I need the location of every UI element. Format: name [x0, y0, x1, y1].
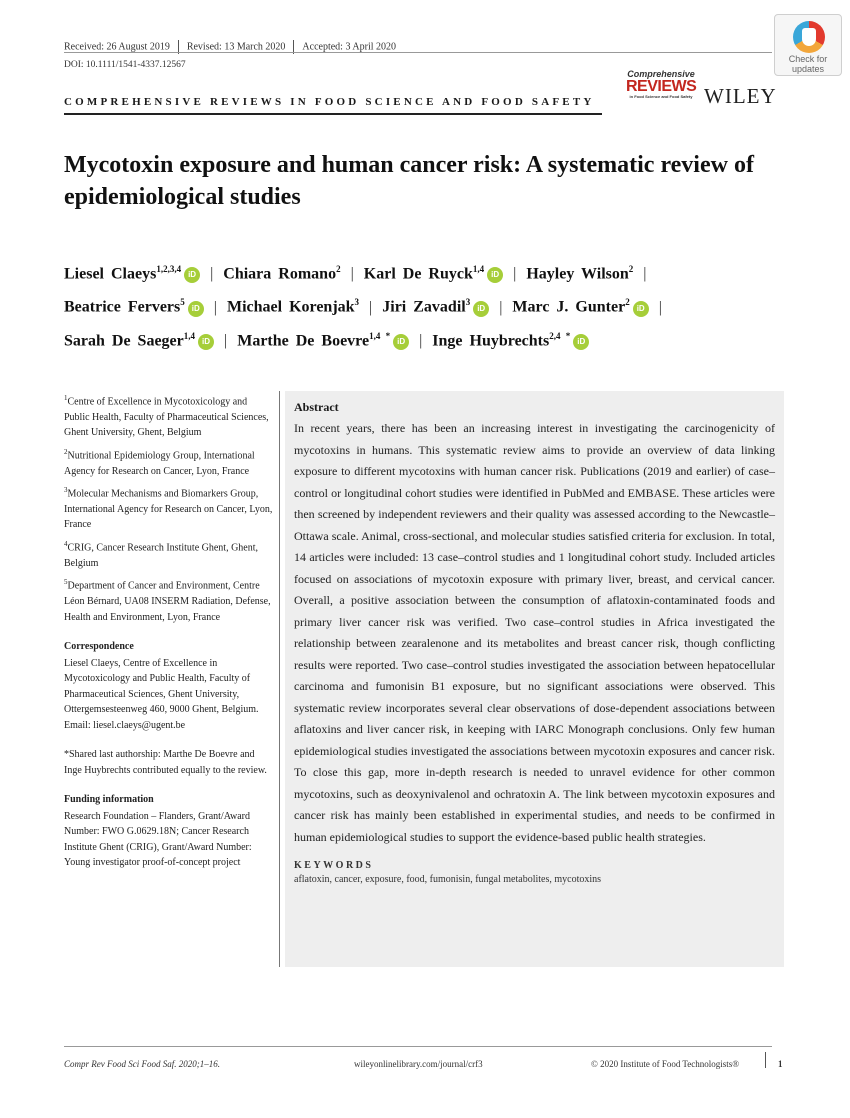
- author-separator: |: [499, 298, 503, 316]
- author-separator: |: [350, 265, 354, 283]
- affiliation-text: CRIG, Cancer Research Institute Ghent, Ghent, Belgium: [64, 542, 259, 569]
- keywords-heading: KEYWORDS: [294, 860, 374, 871]
- author: Marthe De Boevre: [237, 331, 370, 349]
- footer-rule: [64, 1046, 772, 1047]
- orcid-icon[interactable]: iD: [188, 301, 204, 317]
- affiliation-number: 2: [64, 447, 68, 456]
- orcid-icon[interactable]: iD: [198, 334, 214, 350]
- author-affiliation-marker: 3: [465, 297, 471, 308]
- journal-url[interactable]: wileyonlinelibrary.com/journal/crf3: [354, 1059, 483, 1069]
- affiliation-text: Centre of Excellence in Mycotoxicology and Public Health, Faculty of Pharmaceutical Sciences, Ghent University, Ghent, Belgium: [64, 396, 269, 439]
- author-affiliation-marker: 2,4 *: [549, 330, 571, 341]
- abstract-text: In recent years, there has been an increasing interest in investigating the carcinogenicity of mycotoxins in humans. This systematic review aims to provide an overview of data linking exposure to different mycotoxins with human cancer risk. Publications (2019 and earlier) of case–control or longitudinal cohort studies were identified in PubMed and EMBASE. These articles were then screened by independent reviewers and their quality was assessed according to the Newcastle–Ottawa scale. Animal, cross-sectional, and molecular studies satisfied criteria for exclusion. In total, 14 articles were included: 13 case–control studies and 1 longitudinal cohort study. Included articles focused on associations of mycotoxin exposure with primary liver, breast, and cervical cancer. Overall, a positive association between the consumption of aflatoxin-contaminated foods and primary liver cancer risk was verified. Two case–control studies in Africa investigated the relationship between zearalenone and its metabolites and breast cancer risk, though conflicting results were reported. Two case–control studies investigated the association between hepatocellular carcinoma and fumonisin B1 exposure, but no significant associations were observed. This systematic review incorporates several clear observations of dose-dependent associations between aflatoxins and liver cancer risk, in keeping with IARC Monograph conclusions. Only few human epidemiological studies investigated the associations between mycotoxin exposures and cancer risk. To close this gap, more in-depth research is needed to unravel evidence for other common mycotoxins, such as deoxynivalenol and ochratoxin A. The link between mycotoxin exposures and cancer risk has mainly been established in experimental studies, and needs to be confirmed in human epidemiological studies to support the evidence-based public health strategies.: [294, 421, 775, 844]
- affiliation: [64, 391, 274, 441]
- received-date: Received: 26 August 2019: [64, 41, 170, 53]
- affiliation-text: Molecular Mechanisms and Biomarkers Group, International Agency for Research on Cancer, Lyon, France: [64, 488, 273, 531]
- author-affiliation-marker: 2: [625, 297, 630, 308]
- shared-authorship-note: *Shared last authorship: Marthe De Boevre and Inge Huybrechts contributed equally to the review.: [64, 749, 267, 776]
- publisher-logo: WILEY: [704, 84, 777, 108]
- author: Hayley Wilson: [526, 265, 629, 283]
- author-affiliation-marker: 3: [354, 297, 360, 308]
- author-separator: |: [210, 265, 214, 283]
- author: Chiara Romano: [223, 265, 337, 283]
- author: Jiri Zavadil: [382, 298, 466, 316]
- author-affiliation-marker: 1,4: [472, 264, 485, 274]
- affiliation: [64, 537, 274, 571]
- affiliation: [64, 445, 274, 479]
- author: Karl De Ruyck: [363, 265, 473, 283]
- author-affiliation-marker: 2: [336, 264, 341, 274]
- author: Liesel Claeys: [64, 265, 157, 283]
- abstract-box: [285, 391, 784, 967]
- column-divider: [279, 391, 280, 967]
- author: Sarah De Saeger: [64, 331, 184, 349]
- affiliations: [64, 391, 274, 625]
- author: Marc J. Gunter: [512, 298, 626, 316]
- badge-label: Check for updates: [788, 54, 828, 74]
- affiliation-text: Nutritional Epidemiology Group, International Agency for Research on Cancer, Lyon, France: [64, 450, 255, 477]
- orcid-icon[interactable]: iD: [393, 334, 409, 350]
- affiliation-number: 4: [64, 539, 68, 548]
- author-list: [64, 255, 784, 355]
- author-affiliation-marker: 5: [180, 297, 185, 308]
- copyright: © 2020 Institute of Food Technologists®: [591, 1059, 740, 1069]
- keywords-text: aflatoxin, cancer, exposure, food, fumonisin, fungal metabolites, mycotoxins: [294, 874, 602, 885]
- accepted-date: Accepted: 3 April 2020: [302, 41, 397, 53]
- orcid-icon[interactable]: iD: [487, 267, 503, 283]
- article-title: Mycotoxin exposure and human cancer risk: A systematic review of epidemiological studies: [64, 152, 754, 210]
- author: Beatrice Fervers: [64, 298, 181, 316]
- orcid-icon[interactable]: iD: [473, 301, 489, 317]
- affiliation-number: 3: [64, 486, 68, 495]
- journal-rule: [64, 113, 602, 115]
- correspondence-text: Liesel Claeys, Centre of Excellence in Mycotoxicology and Public Health, Faculty of Pharmaceutical Sciences, Ghent University, Ottergemsesteenweg 460, 9000 Ghent, Belgium.: [64, 657, 259, 716]
- funding-heading: Funding information: [64, 794, 154, 806]
- affiliation: [64, 483, 274, 533]
- affiliation-number: 1: [64, 394, 68, 402]
- journal-name: COMPREHENSIVE REVIEWS IN FOOD SCIENCE AND FOOD SAFETY: [64, 96, 595, 108]
- author-affiliation-marker: 2: [628, 264, 634, 274]
- header-rule: [64, 52, 772, 53]
- journal-logo: Comprehensive REVIEWS in Food Science and Food Safety: [626, 69, 697, 99]
- author-affiliation-marker: 1,2,3,4: [156, 264, 182, 274]
- citation: Compr Rev Food Sci Food Saf. 2020;1–16.: [64, 1059, 220, 1069]
- abstract-heading: Abstract: [294, 400, 339, 414]
- affiliation-text: Department of Cancer and Environment, Centre Léon Bérnard, UA08 INSERM Radiation, Defense, Health and Environment, Lyon, France: [64, 580, 271, 623]
- footer-divider: [765, 1052, 766, 1068]
- author-separator: |: [658, 298, 662, 316]
- author: Inge Huybrechts: [432, 331, 550, 349]
- orcid-icon[interactable]: iD: [633, 301, 649, 317]
- crossmark-icon: [793, 21, 825, 53]
- author-affiliation-marker: 1,4: [183, 330, 196, 341]
- author: Michael Korenjak: [226, 298, 355, 316]
- author-separator: |: [369, 298, 373, 316]
- sidebar: [64, 391, 274, 871]
- affiliation-number: 5: [64, 578, 68, 587]
- author-separator: |: [419, 331, 423, 349]
- author-separator: |: [213, 298, 217, 316]
- page-number: 1: [778, 1059, 783, 1069]
- author-separator: |: [224, 331, 228, 349]
- doi[interactable]: DOI: 10.1111/1541-4337.12567: [64, 60, 186, 70]
- funding-text: Research Foundation – Flanders, Grant/Award Number: FWO G.0629.18N; Cancer Research Institute Ghent (CRIG), Grant/Award Number: Young investigator proof-of-concept project: [64, 810, 252, 869]
- affiliation: [64, 575, 274, 625]
- author-separator: |: [513, 265, 517, 283]
- orcid-icon[interactable]: iD: [184, 267, 200, 283]
- revised-date: Revised: 13 March 2020: [186, 41, 286, 53]
- correspondence-email[interactable]: Email: liesel.claeys@ugent.be: [64, 719, 186, 731]
- author-affiliation-marker: 1,4 *: [369, 330, 391, 341]
- check-for-updates-badge[interactable]: [774, 14, 842, 76]
- orcid-icon[interactable]: iD: [573, 334, 589, 350]
- correspondence-heading: Correspondence: [64, 641, 134, 653]
- author-separator: |: [643, 265, 647, 283]
